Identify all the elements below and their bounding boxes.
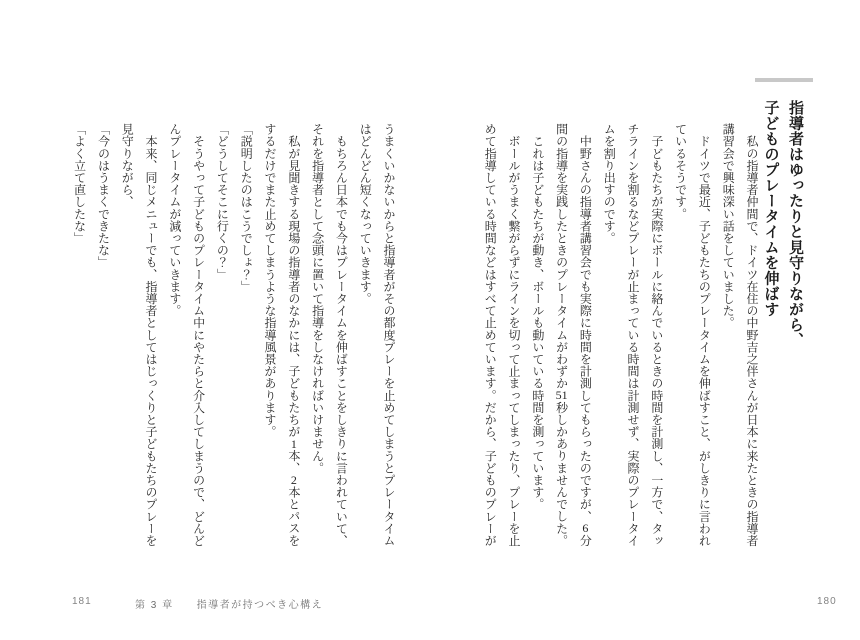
- text-line: 見守りながら、: [120, 123, 135, 208]
- text-line: 「説明したのはこうでしょ？」: [239, 123, 254, 293]
- chapter-footer: 第 3 章 指導者が持つべき心構え: [135, 600, 324, 611]
- text-line: はどんどん短くなっていきます。: [358, 123, 373, 305]
- text-line: 本来、同じメニューでも、指導者としてはじっくりと子どもたちのプレーを: [144, 123, 159, 547]
- text-line: そうやって子どものプレータイム中にやたらと介入してしまうので、どんど: [191, 123, 206, 547]
- text-line: 中野さんの指導者講習会でも実際に時間を計測してもらったのですが、6分: [578, 123, 593, 547]
- page-number-181: 181: [72, 596, 92, 607]
- text-line: これは子どもたちが動き、ボールも動いている時間を測っています。: [530, 123, 545, 511]
- text-line: ドイツで最近、子どもたちのプレータイムを伸ばすこと、がしきりに言われ: [697, 123, 712, 547]
- page-number-180: 180: [817, 596, 837, 607]
- text-line: チラインを割るなどプレーが止まっている時間は計測せず、実際のプレータイ: [626, 123, 641, 547]
- text-line: うまくいかないからと指導者がその都度プレーを止めてしまうとプレータイム: [382, 123, 396, 547]
- text-line: 講習会で興味深い話をしていました。: [721, 123, 736, 329]
- text-line: 「どうしてそこに行くの？」: [215, 123, 230, 281]
- text-line: ているそうです。: [673, 123, 688, 220]
- text-line: ムを割り出すのです。: [602, 123, 617, 244]
- text-line: 子どもたちが実際にボールに絡んでいるときの時間を計測し、一方で、タッ: [649, 123, 664, 547]
- section-marker-bar: [755, 78, 813, 82]
- heading-line-1: 指導者はゆったりと見守りながら、: [787, 100, 804, 348]
- text-line: 「よく立て直したな」: [72, 123, 87, 244]
- text-line: それを指導者として念頭に置いて指導をしなければいけません。: [310, 123, 325, 474]
- text-line: 私が見聞きする現場の指導者のなかには、子どもたちが1本、2本とパスを: [286, 123, 301, 547]
- body-text-left: [66, 123, 400, 559]
- text-line: 「今のはうまくできたな」: [96, 123, 111, 269]
- section-heading: [757, 100, 807, 362]
- text-line: んプレータイムが減っていきます。: [167, 123, 182, 317]
- text-line: 間の指導を実践したときのプレータイムがわずか51秒しかありませんでした。: [554, 123, 569, 547]
- text-line: ボールがうまく繋がらずにラインを切って止まってしまったり、プレーを止: [507, 123, 522, 547]
- text-line: するだけでまた止めてしまうような指導風景があります。: [263, 123, 278, 438]
- text-line: もちろん日本でも今はプレータイムを伸ばすことをしきりに言われていて、: [334, 123, 349, 547]
- text-line: 私の指導者仲間で、ドイツ在住の中野吉之伴さんが日本に来たときの指導者: [745, 123, 759, 547]
- text-line: めて指導している時間などはすべて止めています。だから、子どものプレーが: [483, 123, 498, 547]
- heading-line-2: 子どものプレータイムを伸ばす: [762, 100, 780, 317]
- body-text-right: [477, 123, 763, 559]
